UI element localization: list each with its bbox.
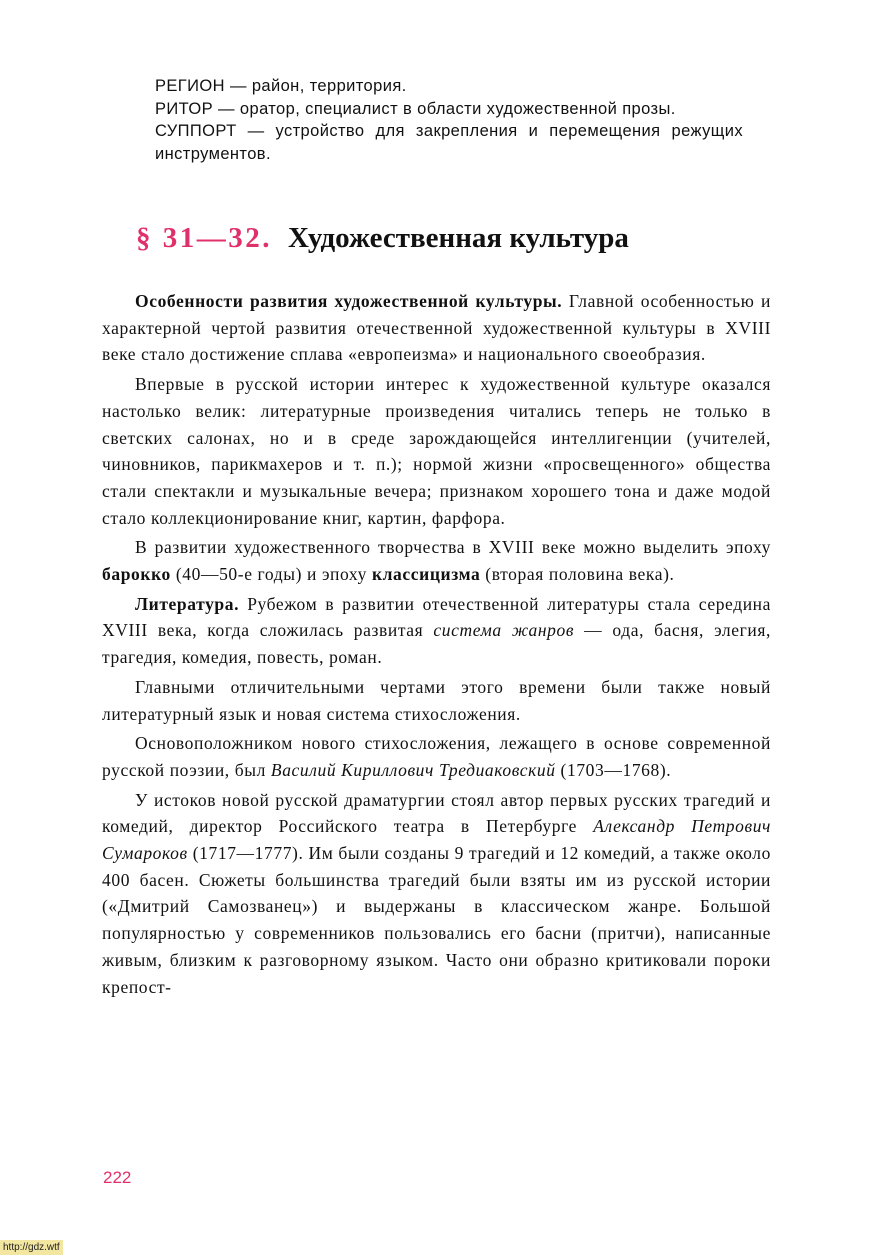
paragraph-text: Впервые в русской истории интерес к художественной культуре оказался настолько велик: литературные произведения читались теперь не только в светских салонах, но и в среде зарождающейся интеллигенции (учителей, чиновников, парикмахеров и т. п.); нормой жизни «просвещенного» общества стали спектакли и музыкальные вечера; признаком хорошего тона и даже модой стало коллекционирование книг, картин, фарфора. bbox=[102, 374, 771, 528]
paragraph bbox=[102, 674, 771, 727]
paragraph bbox=[102, 730, 771, 783]
glossary-term: РИТОР bbox=[155, 99, 214, 118]
paragraph-text: (1717—1777). Им были созданы 9 трагедий и 12 комедий, а также около 400 басен. Сюжеты большинства трагедий были взяты им из русской истории («Дмитрий Самозванец») и выдержаны в классическом жанре. Большой популярностью у современников пользовались его басни (притчи), написанные живым, близким к разговорному языком. Часто они образно критиковали пороки крепост- bbox=[102, 843, 771, 997]
paragraph bbox=[102, 288, 771, 368]
glossary-term: СУППОРТ bbox=[155, 122, 237, 140]
glossary-entry bbox=[155, 98, 743, 121]
author-name: Василий Кириллович Тредиаковский bbox=[270, 759, 556, 780]
paragraph-text: У истоков новой русской драматургии стоял автор первых русских трагедий и комедий, директор Российского театра в Петербурге bbox=[102, 789, 771, 837]
glossary-definition: — район, территория. bbox=[224, 77, 407, 95]
page-number: 222 bbox=[103, 1168, 132, 1187]
paragraph-text: (вторая половина века). bbox=[480, 564, 675, 585]
glossary-term: РЕГИОН bbox=[155, 77, 225, 95]
term-classicism: классицизма bbox=[371, 564, 481, 585]
author-name: Александр Петрович Сумароков bbox=[102, 816, 772, 864]
glossary bbox=[155, 75, 743, 165]
section-number: § 31—32. bbox=[136, 222, 272, 254]
body-text bbox=[102, 288, 771, 1000]
paragraph-text: (1703—1768). bbox=[555, 759, 672, 780]
glossary-entry bbox=[155, 120, 743, 165]
paragraph-text: Рубежом в развитии отечественной литературы стала середина XVIII века, когда сложилась развитая bbox=[102, 593, 771, 641]
glossary-definition: — оратор, специалист в области художественной прозы. bbox=[213, 99, 676, 118]
paragraph-heading: Особенности развития художественной культуры. bbox=[135, 291, 563, 311]
paragraph-heading: Литература. bbox=[135, 593, 240, 614]
section-heading bbox=[136, 222, 629, 255]
paragraph-text: В развитии художественного творчества в XVIII веке можно выделить эпоху bbox=[135, 537, 771, 558]
paragraph bbox=[102, 371, 771, 531]
paragraph bbox=[102, 787, 771, 1001]
source-link[interactable]: http://gdz.wtf bbox=[0, 1240, 63, 1255]
paragraph-text: (40—50-е годы) и эпоху bbox=[170, 564, 372, 585]
paragraph bbox=[102, 534, 771, 587]
term-baroque: барокко bbox=[102, 564, 171, 585]
paragraph bbox=[102, 591, 771, 671]
italic-term: система жанров bbox=[433, 620, 575, 641]
glossary-entry bbox=[155, 75, 743, 98]
paragraph-text: Главными отличительными чертами этого времени были также новый литературный язык и новая система стихосложения. bbox=[102, 676, 771, 724]
paragraph-text: Основоположником нового стихосложения, лежащего в основе современной русской поэзии, был bbox=[102, 733, 771, 780]
section-title: Художественная культура bbox=[288, 222, 629, 254]
paragraph-text: Главной особенностью и характерной чертой развития отечественной художественной культуры в XVIII веке стало достижение сплава «европеизма» и национального своеобразия. bbox=[102, 291, 771, 365]
paragraph-text: — ода, басня, элегия, трагедия, комедия, повесть, роман. bbox=[102, 620, 771, 668]
glossary-definition: — устройство для закрепления и перемещения режущих инструментов. bbox=[155, 122, 743, 163]
